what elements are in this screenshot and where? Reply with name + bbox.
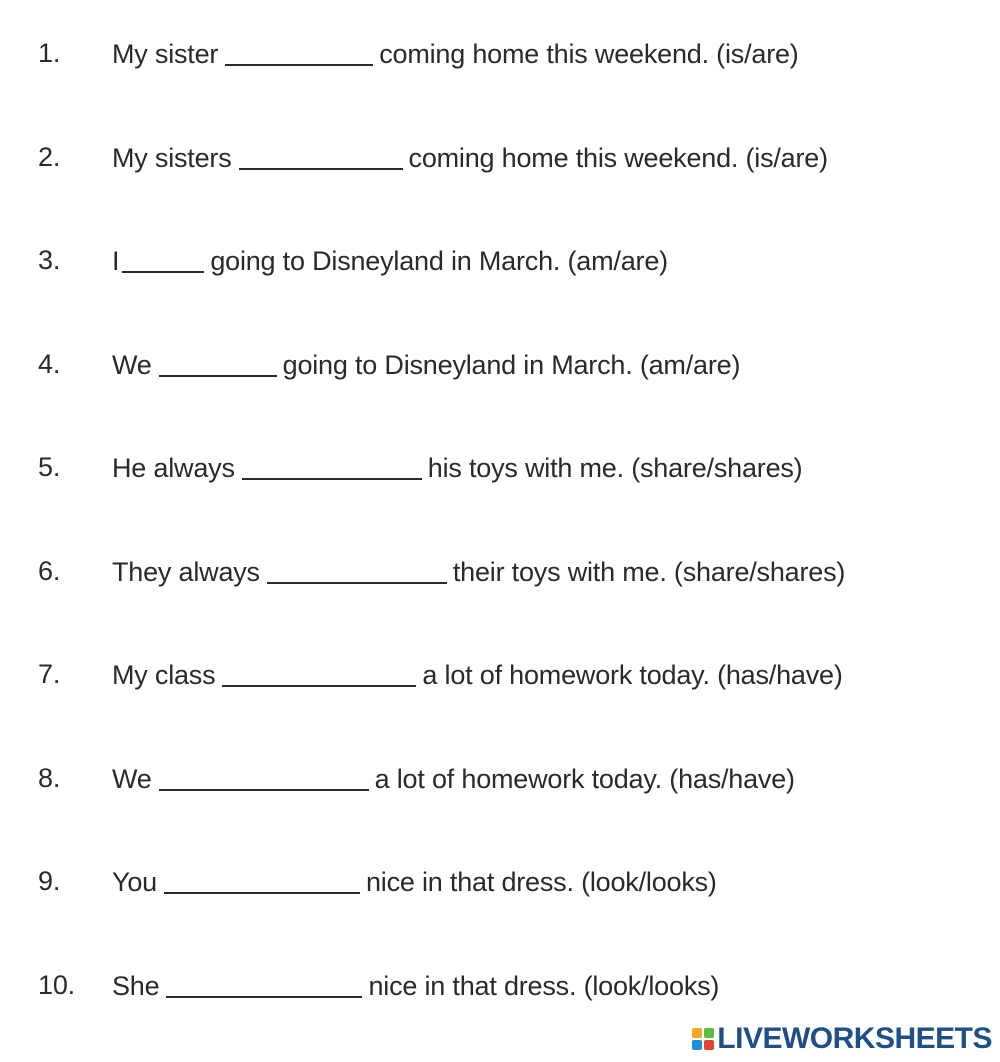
question-number: 9. [38, 865, 61, 896]
logo-square-2 [704, 1028, 714, 1038]
question-number: 8. [38, 762, 61, 793]
question-7 [0, 654, 1000, 694]
question-text-after: nice in that dress. (look/looks) [368, 970, 720, 1001]
question-number: 1. [38, 37, 61, 68]
answer-blank[interactable] [159, 351, 277, 377]
answer-blank[interactable] [242, 454, 422, 480]
answer-blank[interactable] [225, 40, 373, 66]
question-number: 5. [38, 451, 61, 482]
question-text-after: his toys with me. (share/shares) [427, 452, 803, 483]
question-number: 10. [38, 969, 75, 1000]
question-2 [0, 137, 1000, 177]
question-text-before: They always [112, 556, 260, 587]
question-6 [0, 551, 1000, 591]
answer-blank[interactable] [222, 661, 416, 687]
question-3 [0, 240, 1000, 280]
question-text-before: He always [112, 452, 235, 483]
question-text-after: a lot of homework today. (has/have) [422, 659, 843, 690]
question-text-after: their toys with me. (share/shares) [452, 556, 846, 587]
question-text-before: She [112, 970, 160, 1001]
answer-blank[interactable] [166, 972, 362, 998]
logo-square-1 [692, 1028, 702, 1038]
question-text-before: You [112, 866, 157, 897]
brand-name: LIVEWORKSHEETS [717, 1022, 992, 1055]
question-text-before: We [112, 763, 152, 794]
question-text-before: My sister [112, 38, 219, 69]
question-10 [0, 965, 1000, 1005]
question-text-before: My sisters [112, 142, 232, 173]
question-text-before: I [112, 245, 120, 276]
question-number: 7. [38, 658, 61, 689]
question-text-after: coming home this weekend. (is/are) [379, 38, 799, 69]
question-text-after: a lot of homework today. (has/have) [374, 763, 795, 794]
question-number: 2. [38, 141, 61, 172]
question-number: 4. [38, 348, 61, 379]
question-number: 3. [38, 244, 61, 275]
logo-square-3 [692, 1040, 702, 1050]
logo-square-4 [704, 1040, 714, 1050]
liveworksheets-brand [692, 1022, 992, 1056]
question-text-after: going to Disneyland in March. (am/are) [210, 245, 668, 276]
answer-blank[interactable] [164, 868, 360, 894]
question-number: 6. [38, 555, 61, 586]
answer-blank[interactable] [239, 144, 403, 170]
question-text-after: coming home this weekend. (is/are) [408, 142, 828, 173]
answer-blank[interactable] [267, 558, 447, 584]
liveworksheets-logo-icon [692, 1028, 714, 1050]
question-4 [0, 344, 1000, 384]
question-text-after: nice in that dress. (look/looks) [365, 866, 717, 897]
question-5 [0, 447, 1000, 487]
question-text-before: We [112, 349, 152, 380]
question-9 [0, 861, 1000, 901]
question-text-after: going to Disneyland in March. (am/are) [282, 349, 741, 380]
question-8 [0, 758, 1000, 798]
question-text-before: My class [112, 659, 216, 690]
answer-blank[interactable] [122, 247, 204, 273]
answer-blank[interactable] [159, 765, 369, 791]
question-1 [0, 33, 1000, 73]
